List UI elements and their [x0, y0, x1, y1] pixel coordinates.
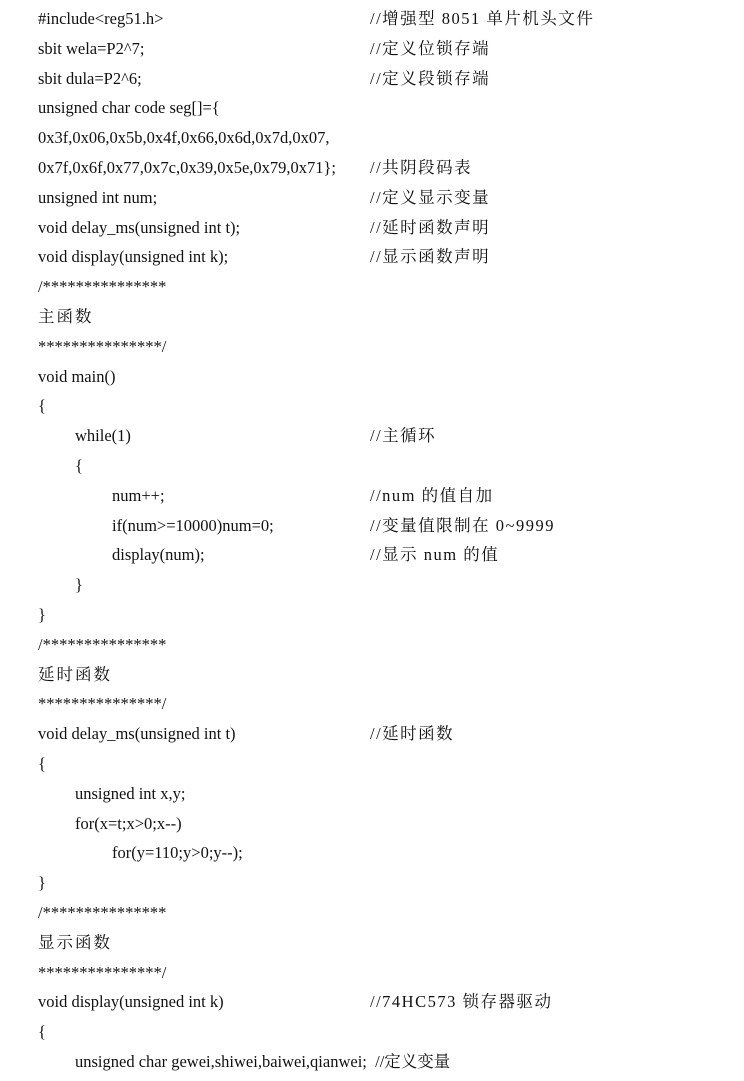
code-comment: //显示函数声明	[370, 247, 491, 267]
code-comment: //延时函数声明	[370, 217, 491, 237]
code-text: unsigned int num;	[38, 187, 158, 207]
code-line	[0, 421, 744, 451]
code-line	[0, 34, 744, 64]
code-line	[0, 123, 744, 153]
code-text: for(x=t;x>0;x--)	[75, 813, 182, 833]
code-line	[0, 272, 744, 302]
code-text: unsigned char code seg[]={	[38, 98, 220, 118]
code-comment: //变量值限制在 0~9999	[370, 515, 555, 535]
code-text: 延时函数	[38, 664, 112, 684]
code-line	[0, 332, 744, 362]
code-text: void main()	[38, 366, 116, 386]
code-line	[0, 183, 744, 213]
code-text: sbit wela=P2^7;	[38, 38, 145, 58]
code-line	[0, 481, 744, 511]
code-text: 0x7f,0x6f,0x77,0x7c,0x39,0x5e,0x79,0x71};	[38, 157, 337, 177]
code-line	[0, 779, 744, 809]
code-comment: //num 的值自加	[370, 485, 494, 505]
code-line	[0, 451, 744, 481]
code-line	[0, 64, 744, 94]
code-text: void delay_ms(unsigned int t)	[38, 724, 236, 744]
code-text: {	[38, 396, 46, 416]
code-text: }	[38, 873, 46, 893]
code-text: /***************	[38, 634, 167, 654]
code-text: while(1)	[75, 426, 131, 446]
code-comment: //主循环	[370, 426, 437, 446]
code-text: void display(unsigned int k)	[38, 992, 224, 1012]
code-text: num++;	[112, 485, 165, 505]
code-comment: //共阴段码表	[370, 157, 473, 177]
code-line	[0, 242, 744, 272]
code-text: ***************/	[38, 336, 167, 356]
code-text: }	[75, 575, 83, 595]
code-line	[0, 958, 744, 988]
code-text: ***************/	[38, 962, 167, 982]
code-line	[0, 391, 744, 421]
code-text: #include<reg51.h>	[38, 9, 164, 28]
code-text: {	[38, 1022, 46, 1042]
code-text: }	[38, 604, 46, 624]
code-text: display(num);	[112, 545, 205, 565]
code-text: if(num>=10000)num=0;	[112, 515, 274, 535]
code-text: {	[38, 753, 46, 773]
code-comment: //定义显示变量	[370, 187, 491, 207]
code-line	[0, 93, 744, 123]
code-comment: //74HC573 锁存器驱动	[370, 992, 553, 1012]
code-text: 显示函数	[38, 932, 112, 952]
code-listing	[0, 4, 744, 1077]
code-line	[0, 4, 744, 34]
code-comment: //定义段锁存端	[370, 68, 491, 88]
code-line	[0, 838, 744, 868]
code-text: void display(unsigned int k);	[38, 247, 229, 267]
code-comment: //定义位锁存端	[370, 38, 491, 58]
code-comment: //增强型 8051 单片机头文件	[370, 9, 595, 28]
code-line	[0, 719, 744, 749]
code-line	[0, 511, 744, 541]
code-line	[0, 302, 744, 332]
code-line	[0, 809, 744, 839]
code-text: 主函数	[38, 306, 94, 326]
code-line	[0, 600, 744, 630]
code-text: unsigned char gewei,shiwei,baiwei,qianwei; //定义变量	[75, 1051, 451, 1071]
code-text: ***************/	[38, 694, 167, 714]
code-line	[0, 868, 744, 898]
code-text: /***************	[38, 902, 167, 922]
code-text: {	[75, 455, 83, 475]
code-line	[0, 660, 744, 690]
code-text: void delay_ms(unsigned int t);	[38, 217, 241, 237]
code-comment: //延时函数	[370, 724, 455, 744]
code-line	[0, 1017, 744, 1047]
code-text: unsigned int x,y;	[75, 783, 186, 803]
code-line	[0, 987, 744, 1017]
code-text: for(y=110;y>0;y--);	[112, 843, 243, 863]
code-text: /***************	[38, 277, 167, 297]
code-comment: //显示 num 的值	[370, 545, 500, 565]
code-line	[0, 153, 744, 183]
code-line	[0, 898, 744, 928]
code-text: 0x3f,0x06,0x5b,0x4f,0x66,0x6d,0x7d,0x07,	[38, 128, 330, 148]
code-text: sbit dula=P2^6;	[38, 68, 142, 88]
code-line	[0, 540, 744, 570]
code-line	[0, 928, 744, 958]
code-line	[0, 689, 744, 719]
code-line	[0, 1047, 744, 1077]
code-line	[0, 362, 744, 392]
code-line	[0, 749, 744, 779]
code-line	[0, 570, 744, 600]
code-line	[0, 630, 744, 660]
code-line	[0, 213, 744, 243]
